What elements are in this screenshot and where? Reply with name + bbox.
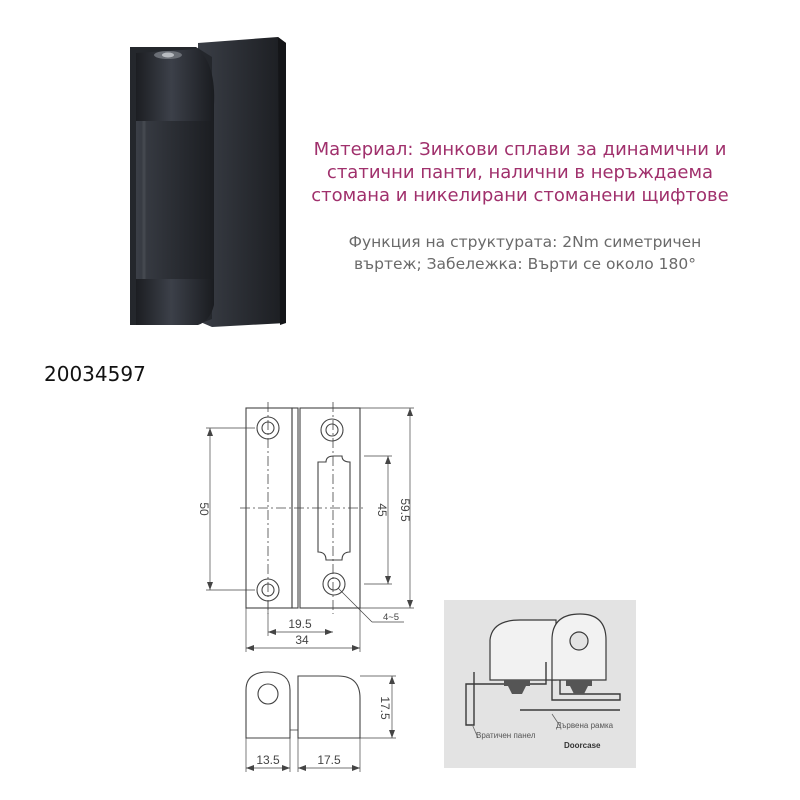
dim-height-total: 59.5 — [398, 498, 412, 522]
label-door-panel: Вратичен панел — [476, 731, 536, 740]
dim-hole-offset: 19.5 — [288, 617, 312, 631]
function-description: Функция на структурата: 2Nm симетричен въртеж; Забележка: Върти се около 180° — [348, 233, 702, 273]
dim-leaf-right: 17.5 — [317, 753, 341, 767]
dim-slot-length: 45 — [375, 503, 389, 517]
hinge-product-image — [120, 35, 300, 335]
label-wood-frame: Дървена рамка — [556, 721, 614, 730]
material-description: Материал: Зинкови сплави за динамични и статични панти, налични в неръждаема стомана и никелирани стоманени щифтове — [311, 139, 729, 206]
label-doorcase: Doorcase — [564, 741, 601, 750]
installation-diagram — [440, 598, 638, 770]
dim-depth: 17.5 — [378, 696, 392, 720]
dim-width-total: 34 — [295, 633, 309, 647]
technical-drawing-top-view — [240, 665, 400, 775]
technical-drawing — [180, 395, 440, 655]
part-number: 20034597 — [44, 362, 146, 386]
dim-leaf-left: 13.5 — [256, 753, 280, 767]
dim-screw-size: 4~5 — [382, 612, 400, 623]
dim-hole-spacing: 50 — [197, 502, 211, 516]
